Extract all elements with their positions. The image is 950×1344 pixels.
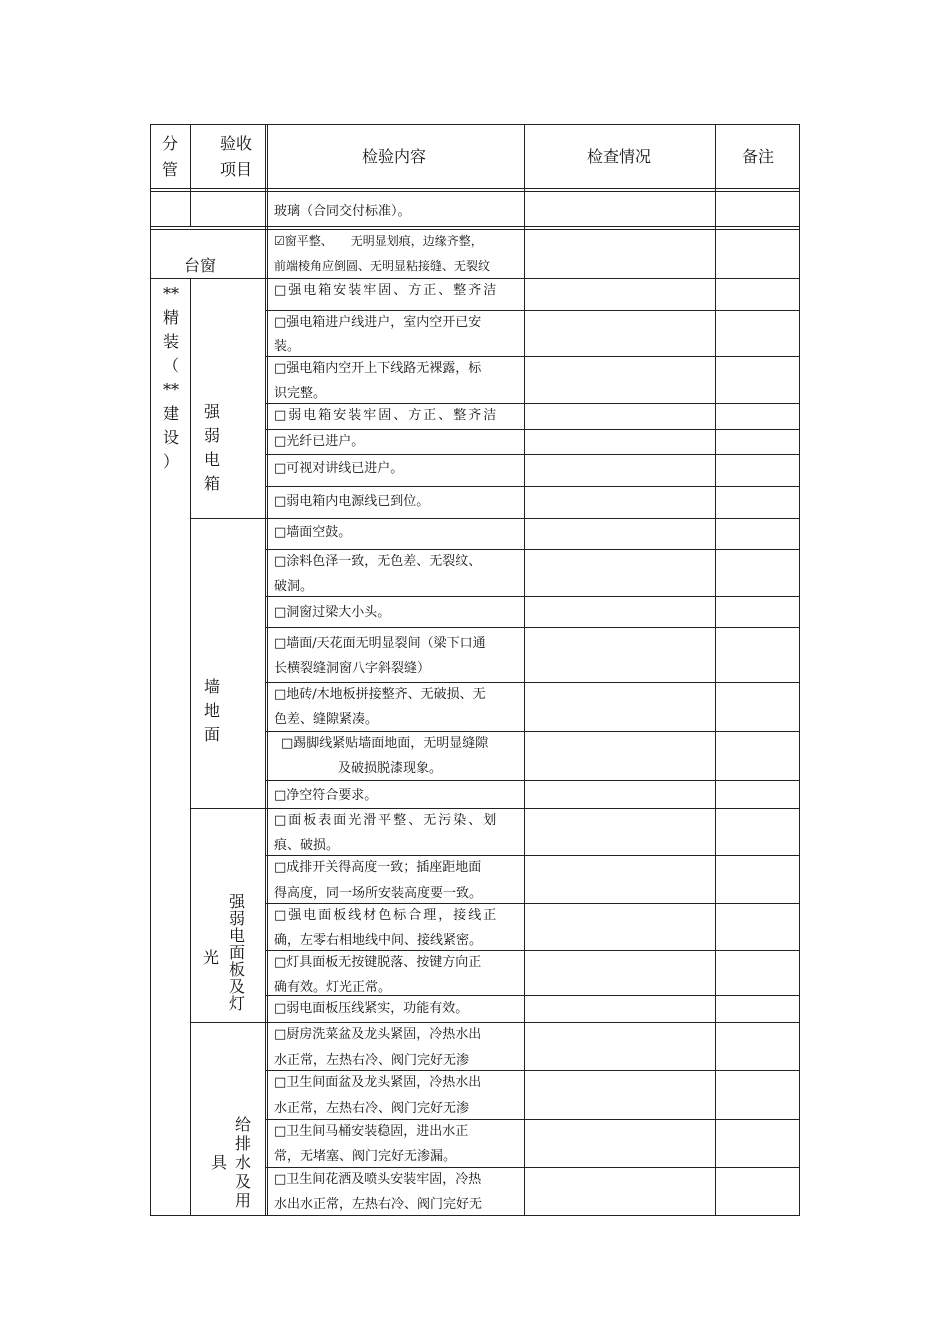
- item-ceiling-crack-line2: 长横裂缝洞窗八字斜裂缝）: [274, 661, 431, 676]
- item-fiber: □光纤已进户。: [274, 434, 365, 449]
- item-paint-line1: □涂料色泽一致，无色差、无裂纹、: [274, 554, 482, 569]
- division-char: **: [163, 284, 179, 303]
- group-wall-char: 墙: [203, 677, 220, 696]
- group-panel-char: 弱: [228, 909, 245, 928]
- item-basin-line1: □卫生间面盆及龙头紧固，冷热水出: [274, 1075, 482, 1090]
- division-char: 精: [162, 308, 179, 327]
- division-char: 设: [162, 428, 179, 447]
- item-shower-line1: □卫生间花洒及喷头安装牢固，冷热: [274, 1172, 482, 1187]
- group-wall-label: [202, 675, 222, 747]
- header-remarks: 备注: [742, 147, 775, 166]
- item-weak-panel: □弱电面板压线紧实，功能有效。: [274, 1001, 469, 1016]
- group-box-char: 电: [203, 450, 220, 469]
- group-panel-char: 及: [228, 977, 245, 996]
- col-divider: [190, 278, 191, 1216]
- header-divider: [150, 191, 800, 192]
- group-panel-char: 电: [228, 926, 245, 945]
- item-strong-box-incoming-line1: □强电箱进户线进户，室内空开已安: [274, 315, 482, 330]
- item-weak-box-mount: □弱电箱安装牢固、方正、整齐洁: [274, 408, 499, 423]
- header-col2-line1: 验收: [220, 134, 253, 153]
- group-panel-char: 面: [228, 943, 245, 962]
- division-char: 装: [162, 332, 179, 351]
- division-label: [161, 282, 181, 474]
- header-col1-line1: 分: [162, 134, 179, 153]
- item-skirting-line1: □踢脚线紧贴墙面地面，无明显缝隙: [281, 736, 489, 751]
- row-divider: [150, 226, 800, 227]
- group-wall-char: 地: [203, 701, 220, 720]
- item-wall-hollow: □墙面空鼓。: [274, 525, 352, 540]
- item-lamp-panel-line1: □灯具面板无按键脱落、按键方向正: [274, 955, 482, 970]
- item-weak-box-power: □弱电箱内电源线已到位。: [274, 494, 430, 509]
- group-box-char: 弱: [203, 426, 220, 445]
- item-panel-surface-line1: □面板表面光滑平整、无污染、划: [274, 813, 499, 828]
- division-char: **: [163, 380, 179, 399]
- division-char: 建: [162, 404, 179, 423]
- item-strong-panel-line2: 确，左零右相地线中间、接线紧密。: [274, 933, 483, 948]
- division-char: ）: [162, 452, 179, 471]
- item-toilet-line2: 常，无堵塞、阀门完好无渗漏。: [274, 1149, 457, 1164]
- header-content: 检验内容: [362, 147, 427, 166]
- item-strong-box-mount: □强电箱安装牢固、方正、整齐洁: [274, 283, 499, 298]
- row-divider: [265, 486, 800, 487]
- group-plumbing-char: 水: [234, 1153, 251, 1172]
- group-panel-char: 强: [228, 892, 245, 911]
- item-kitchen-sink-line2: 水正常，左热右冷、阀门完好无渗: [274, 1053, 470, 1068]
- item-ceiling-crack-line1: □墙面/天花面无明显裂间（梁下口通: [274, 636, 486, 651]
- item-panel-surface-line2: 痕、破损。: [274, 838, 340, 853]
- group-panel-label: [227, 893, 247, 1012]
- row-divider: [265, 627, 800, 628]
- row-divider: [265, 596, 800, 597]
- col-divider: [715, 124, 716, 1216]
- item-floor-line1: □地砖/木地板拼接整齐、无破损、无: [274, 687, 486, 702]
- item-strong-box-incoming-line2: 装。: [274, 339, 301, 354]
- item-paint-line2: 破洞。: [274, 579, 314, 594]
- table-border-left: [150, 124, 151, 1216]
- item-toilet-line1: □卫生间马桶安装稳固，进出水正: [274, 1124, 469, 1139]
- item-window-line2: 前端棱角应倒圆、无明显粘接缝、无裂纹: [274, 259, 491, 273]
- group-window-label: 台窗: [184, 256, 217, 275]
- group-panel-char: 灯: [228, 994, 245, 1013]
- item-switch-height-line1: □成排开关得高度一致；插座距地面: [274, 860, 482, 875]
- table-border-top: [150, 124, 800, 125]
- item-strong-box-breaker-line1: □强电箱内空开上下线路无裸露，标: [274, 361, 482, 376]
- item-lamp-panel-line2: 确有效。灯光正常。: [274, 980, 392, 995]
- header-divider: [150, 188, 800, 189]
- group-panel-light-label: 光: [203, 948, 220, 967]
- item-kitchen-sink-line1: □厨房洗菜盆及龙头紧固，冷热水出: [274, 1027, 482, 1042]
- group-plumbing-left-label: 具: [211, 1153, 228, 1172]
- col-divider: [267, 124, 268, 1216]
- group-plumbing-char: 给: [234, 1115, 251, 1134]
- col-divider: [265, 124, 266, 1216]
- item-intercom: □可视对讲线已进户。: [274, 461, 404, 476]
- group-plumbing-char: 及: [234, 1172, 251, 1191]
- item-floor-line2: 色差、缝隙紧凑。: [274, 712, 379, 727]
- col-divider: [524, 124, 525, 1216]
- item-strong-box-breaker-line2: 识完整。: [274, 386, 327, 401]
- group-box-char: 箱: [203, 474, 220, 493]
- item-shower-line2: 水出水正常，左热右冷、阀门完好无: [274, 1197, 483, 1212]
- group-box-char: 强: [203, 402, 220, 421]
- header-col1-line2: 管: [162, 160, 179, 179]
- row-divider: [190, 518, 800, 519]
- table-border-right: [799, 124, 800, 1216]
- item-lintel: □洞窗过梁大小头。: [274, 605, 391, 620]
- item-skirting-line2: 及破损脱漆现象。: [338, 761, 443, 776]
- header-status: 检查情况: [587, 147, 652, 166]
- group-plumbing-char: 用: [234, 1191, 251, 1210]
- group-wall-char: 面: [203, 725, 220, 744]
- division-char: （: [162, 356, 179, 375]
- item-clearance: □净空符合要求。: [274, 788, 378, 803]
- group-panel-char: 板: [228, 960, 245, 979]
- header-col2-line2: 项目: [220, 160, 253, 179]
- item-strong-panel-line1: □强电面板线材色标合理，接线正: [274, 908, 499, 923]
- item-switch-height-line2: 得高度，同一场所安装高度要一致。: [274, 886, 483, 901]
- item-basin-line2: 水正常，左热右冷、阀门完好无渗: [274, 1101, 470, 1116]
- col-divider: [190, 124, 191, 227]
- item-window-line1: ☑窗平整、 无明显划痕，边缘齐整，: [274, 234, 483, 248]
- group-box-label: [202, 400, 222, 496]
- item-glass: 玻璃（合同交付标准）。: [274, 204, 411, 219]
- group-plumbing-char: 排: [234, 1134, 251, 1153]
- group-plumbing-label: [233, 1115, 253, 1210]
